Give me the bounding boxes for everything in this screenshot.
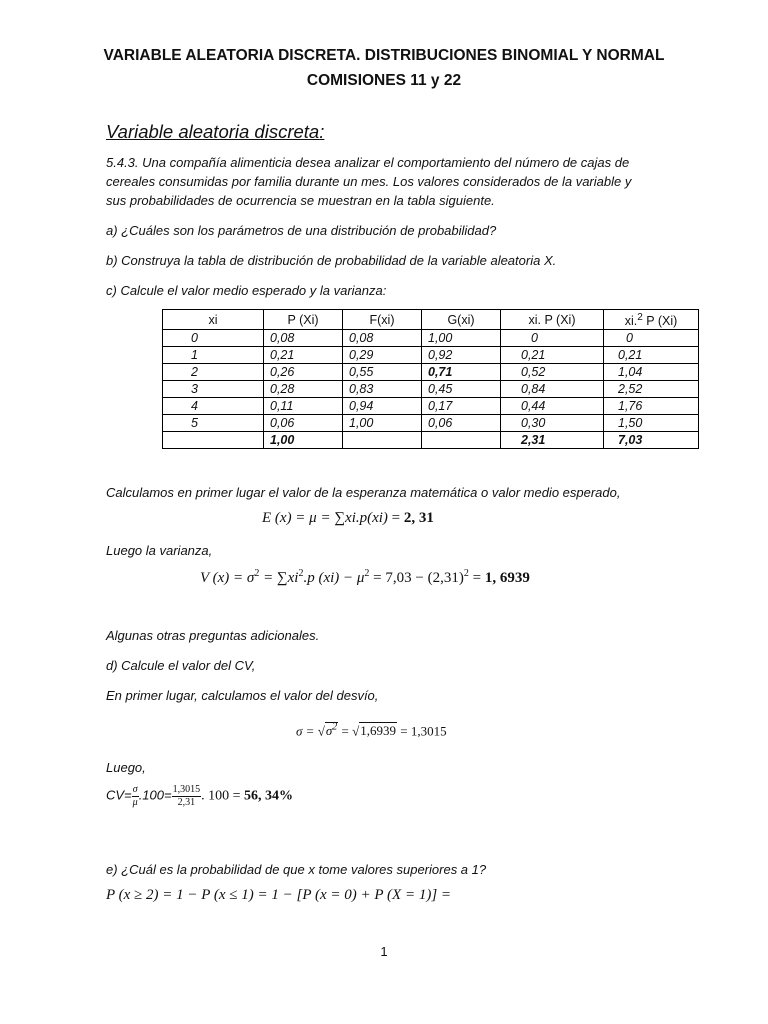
additional-questions: Algunas otras preguntas adicionales.	[106, 628, 320, 643]
esperanza-lhs: E (x) = μ = ∑	[262, 510, 346, 526]
esperanza-formula	[262, 510, 434, 527]
header-xip: xi. P (Xi)	[501, 310, 604, 330]
table-cell: 0,21	[264, 347, 343, 364]
varianza-result: 1, 6939	[484, 570, 530, 586]
table-total-cell	[343, 432, 422, 449]
varianza-exp-4: 2	[463, 568, 469, 579]
question-d: d) Calcule el valor del CV,	[106, 658, 256, 673]
varianza-exp-1: 2	[254, 568, 260, 579]
question-e: e) ¿Cuál es la probabilidad de que x tome valores superiores a 1?	[106, 862, 487, 877]
table-cell: 5	[163, 415, 264, 432]
table-cell: 0,83	[343, 381, 422, 398]
table-row	[163, 347, 699, 364]
table-cell: 0,71	[422, 364, 501, 381]
header-f: F(xi)	[343, 310, 422, 330]
table-row	[163, 364, 699, 381]
header-xi2p-base: xi.	[624, 314, 638, 329]
question-b: b) Construya la tabla de distribución de probabilidad de la variable aleatoria X.	[106, 253, 557, 268]
desvio-sqrt-sigma	[325, 722, 338, 738]
question-a: a) ¿Cuáles son los parámetros de una distribución de probabilidad?	[106, 223, 497, 238]
table-header-row	[163, 310, 699, 330]
section-title-colon: :	[319, 121, 325, 142]
esperanza-eq: =	[387, 510, 404, 526]
table-cell: 0,44	[501, 398, 604, 415]
table-cell: 1	[163, 347, 264, 364]
table-cell: 0,06	[264, 415, 343, 432]
table-row	[163, 381, 699, 398]
cv-frac1	[132, 784, 139, 809]
problem-intro: 5.4.3. Una compañía alimenticia desea analizar el comportamiento del número de cajas de cereales consumidas por familia durante un mes. Los valores considerados de la variable y sus probabilidades de ocurrencia se muestran en la tabla siguiente.	[106, 155, 632, 208]
table-cell: 2	[163, 364, 264, 381]
table-cell: 1,04	[604, 364, 699, 381]
desvio-formula: $\sigma = √\sigma^2 = √1,6939 = 1,3015$	[296, 722, 447, 739]
desvio-sqrt2: 1,6939	[360, 723, 396, 739]
varianza-mid: = ∑xi	[259, 570, 299, 586]
table-cell: 0,11	[264, 398, 343, 415]
header-xi2p-exp: 2	[637, 312, 643, 323]
cv-formula	[106, 784, 293, 809]
varianza-mid2: .p (xi) − μ	[303, 570, 365, 586]
header-xi2p	[604, 310, 699, 330]
table-total-cell: 2,31	[501, 432, 604, 449]
cv-tail: . 100 =	[201, 788, 244, 804]
luego-label: Luego,	[106, 760, 146, 775]
table-cell: 0,06	[422, 415, 501, 432]
table-cell: 0,28	[264, 381, 343, 398]
table-cell: 0,21	[604, 347, 699, 364]
table-row	[163, 415, 699, 432]
table-cell: 0,08	[343, 330, 422, 347]
question-c: c) Calcule el valor medio esperado y la varianza:	[106, 283, 387, 298]
table-cell: 0,08	[264, 330, 343, 347]
prob-e-formula: P (x ≥ 2) = 1 − P (x ≤ 1) = 1 − [P (x = 0) + P (X = 1)] =	[106, 887, 452, 903]
header-p: P (Xi)	[264, 310, 343, 330]
desvio-rest: = 1,3015	[396, 723, 447, 739]
table-cell: 0,21	[501, 347, 604, 364]
table-cell: 0,30	[501, 415, 604, 432]
table-cell: 0,26	[264, 364, 343, 381]
document-title-line2: COMISIONES 11 y 22	[306, 72, 462, 89]
table-total-cell	[422, 432, 501, 449]
table-row	[163, 330, 699, 347]
varianza-lhs: V (x) = σ	[200, 570, 255, 586]
probability-distribution-table	[162, 309, 699, 449]
desvio-intro: En primer lugar, calculamos el valor del desvío,	[106, 688, 379, 703]
esperanza-intro: Calculamos en primer lugar el valor de la esperanza matemática o valor medio esperado,	[106, 485, 621, 500]
header-g: G(xi)	[422, 310, 501, 330]
varianza-exp-3: 2	[364, 568, 370, 579]
varianza-exp-2: 2	[298, 568, 304, 579]
table-cell: 1,50	[604, 415, 699, 432]
section-title	[106, 121, 324, 143]
cv-frac2-den: 2,31	[177, 797, 196, 808]
table-cell: 0,17	[422, 398, 501, 415]
varianza-formula	[200, 568, 530, 587]
table-cell: 0,29	[343, 347, 422, 364]
table-cell: 1,76	[604, 398, 699, 415]
document-title-line1: VARIABLE ALEATORIA DISCRETA. DISTRIBUCIONES BINOMIAL Y NORMAL	[103, 47, 665, 64]
table-row	[163, 398, 699, 415]
table-cell: 0	[163, 330, 264, 347]
table-cell: 0,84	[501, 381, 604, 398]
table-cell: 1,00	[343, 415, 422, 432]
table-total-cell: 7,03	[604, 432, 699, 449]
table-cell: 0,52	[501, 364, 604, 381]
varianza-eq: =	[468, 570, 485, 586]
cv-result: 56, 34%	[244, 788, 293, 804]
table-cell: 0	[604, 330, 699, 347]
header-xi2p-tail: P (Xi)	[642, 314, 678, 329]
table-cell: 1,00	[422, 330, 501, 347]
header-xi: xi	[163, 310, 264, 330]
cv-frac1-den: μ	[132, 797, 138, 808]
cv-frac2	[172, 784, 202, 809]
section-title-text: Variable aleatoria discreta	[106, 121, 320, 142]
cv-frac1-num: σ	[132, 784, 138, 795]
table-cell: 0,92	[422, 347, 501, 364]
cv-frac2-num: 1,3015	[172, 784, 201, 795]
table-cell: 0	[501, 330, 604, 347]
page-number: 1	[380, 944, 388, 959]
cv-lhs: CV=	[106, 787, 132, 803]
table-cell: 2,52	[604, 381, 699, 398]
table-total-cell	[163, 432, 264, 449]
esperanza-result: 2, 31	[403, 510, 434, 526]
esperanza-mid: xi.p(xi)	[345, 510, 388, 526]
desvio-exp: 2	[332, 722, 338, 733]
desvio-eq1: =	[338, 723, 353, 739]
varianza-intro: Luego la varianza,	[106, 543, 213, 558]
table-cell: 3	[163, 381, 264, 398]
desvio-sqrt1: σ	[325, 723, 333, 739]
table-totals-row	[163, 432, 699, 449]
table-cell: 4	[163, 398, 264, 415]
table-cell: 0,94	[343, 398, 422, 415]
cv-mid: .100=	[138, 787, 172, 803]
desvio-lhs: σ =	[296, 723, 318, 739]
table-cell: 0,45	[422, 381, 501, 398]
table-total-cell: 1,00	[264, 432, 343, 449]
varianza-rest: = 7,03 − (2,31)	[369, 570, 464, 586]
table-cell: 0,55	[343, 364, 422, 381]
